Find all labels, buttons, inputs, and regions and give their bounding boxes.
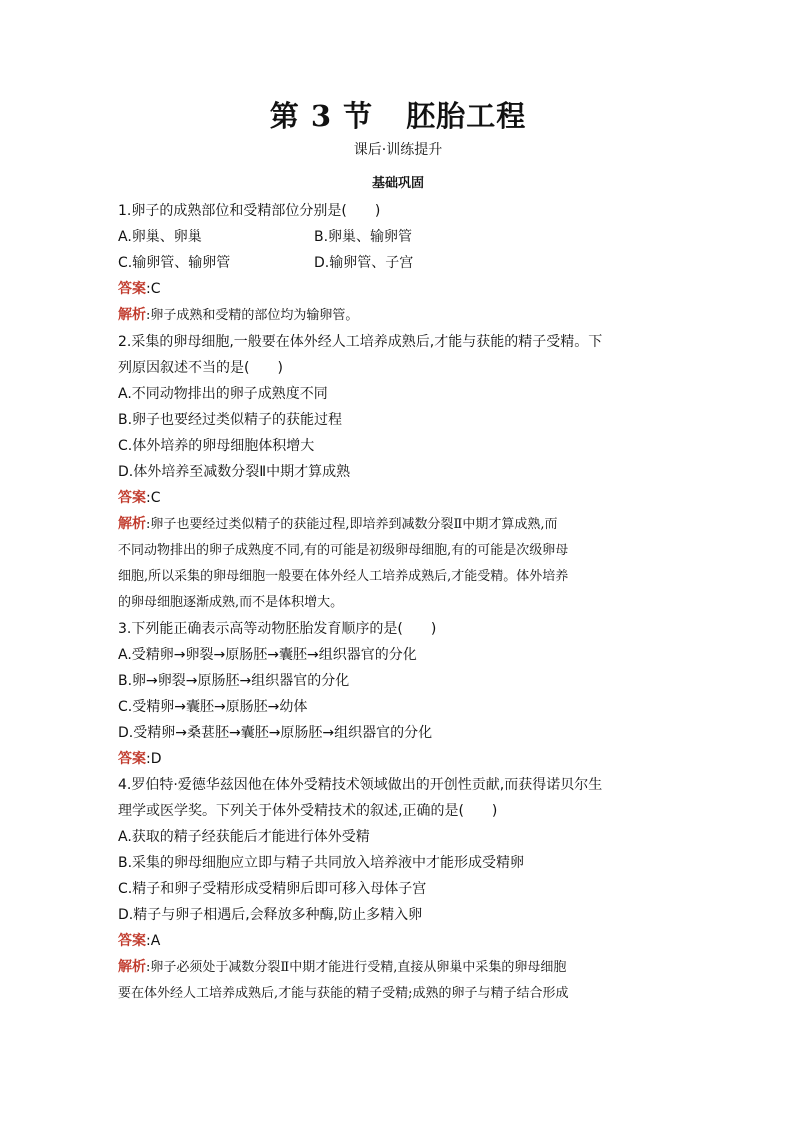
answer-line [118, 928, 678, 954]
question-stem: 3.下列能正确表示高等动物胚胎发育顺序的是( ) [118, 621, 437, 637]
explanation-line: 的卵母细胞逐渐成熟,而不是体积增大。 [118, 595, 344, 610]
document-page [118, 96, 678, 1007]
question-1 [118, 198, 678, 329]
option-b: B.卵→卵裂→原肠胚→组织器官的分化 [118, 673, 350, 689]
option-c: C.输卵管、输卵管 [118, 255, 231, 271]
explanation-line: 不同动物排出的卵子成熟度不同,有的可能是初级卵母细胞,有的可能是次级卵母 [118, 543, 569, 558]
option-c: C.体外培养的卵母细胞体积增大 [118, 438, 315, 454]
question-2 [118, 329, 678, 616]
answer-value: :A [146, 933, 161, 949]
explanation-line: 细胞,所以采集的卵母细胞一般要在体外经人工培养成熟后,才能受精。体外培养 [118, 569, 569, 584]
question-stem: 4.罗伯特·爱德华兹因他在体外受精技术领域做出的开创性贡献,而获得诺贝尔生 [118, 777, 603, 793]
answer-label: 答案 [118, 933, 146, 949]
option-b: B.卵子也要经过类似精子的获能过程 [118, 412, 343, 428]
question-3 [118, 616, 678, 772]
option-a: A.卵巢、卵巢 [118, 229, 202, 245]
option-d: D.体外培养至减数分裂Ⅱ中期才算成熟 [118, 464, 351, 480]
option-d: D.输卵管、子宫 [314, 255, 414, 271]
explanation-line [118, 511, 678, 538]
option-b: B.采集的卵母细胞应立即与精子共同放入培养液中才能形成受精卵 [118, 855, 525, 871]
explanation-line [118, 954, 678, 981]
question-stem: 理学或医学奖。下列关于体外受精技术的叙述,正确的是( ) [118, 803, 498, 819]
answer-value: :D [146, 751, 162, 767]
explanation-line: 要在体外经人工培养成熟后,才能与获能的精子受精;成熟的卵子与精子结合形成 [118, 986, 569, 1001]
answer-line [118, 746, 678, 772]
explanation-label: 解析 [118, 516, 146, 532]
option-c: C.精子和卵子受精形成受精卵后即可移入母体子宫 [118, 881, 427, 897]
answer-label: 答案 [118, 281, 146, 297]
option-row [118, 224, 678, 250]
question-stem: 1.卵子的成熟部位和受精部位分别是( ) [118, 203, 381, 219]
option-a: A.受精卵→卵裂→原肠胚→囊胚→组织器官的分化 [118, 647, 417, 663]
option-b: B.卵巢、输卵管 [314, 229, 413, 245]
explanation-text: :卵子成熟和受精的部位均为输卵管。 [146, 308, 359, 323]
answer-line [118, 276, 678, 302]
lesson-title: 第 3 节 胚胎工程 [269, 99, 527, 133]
answer-label: 答案 [118, 490, 146, 506]
question-stem: 2.采集的卵母细胞,一般要在体外经人工培养成熟后,才能与获能的精子受精。下 [118, 334, 603, 350]
option-c: C.受精卵→囊胚→原肠胚→幼体 [118, 699, 308, 715]
explanation-label: 解析 [118, 307, 146, 323]
option-a: A.不同动物排出的卵子成熟度不同 [118, 386, 328, 402]
explanation [118, 302, 678, 329]
question-4 [118, 772, 678, 1007]
explanation-text: :卵子必须处于减数分裂Ⅱ中期才能进行受精,直接从卵巢中采集的卵母细胞 [146, 960, 567, 975]
section-heading: 基础巩固 [371, 176, 424, 191]
explanation-text: :卵子也要经过类似精子的获能过程,即培养到减数分裂Ⅱ中期才算成熟,而 [146, 517, 558, 532]
option-row [118, 250, 678, 276]
answer-value: :C [146, 281, 161, 297]
answer-value: :C [146, 490, 161, 506]
question-stem: 列原因叙述不当的是( ) [118, 360, 283, 376]
explanation [118, 511, 678, 616]
option-d: D.精子与卵子相遇后,会释放多种酶,防止多精入卵 [118, 907, 423, 923]
subtitle: 课后·训练提升 [353, 142, 443, 158]
explanation-label: 解析 [118, 959, 146, 975]
answer-line [118, 485, 678, 511]
option-a: A.获取的精子经获能后才能进行体外受精 [118, 829, 370, 845]
answer-label: 答案 [118, 751, 146, 767]
option-d: D.受精卵→桑葚胚→囊胚→原肠胚→组织器官的分化 [118, 725, 433, 741]
explanation [118, 954, 678, 1007]
